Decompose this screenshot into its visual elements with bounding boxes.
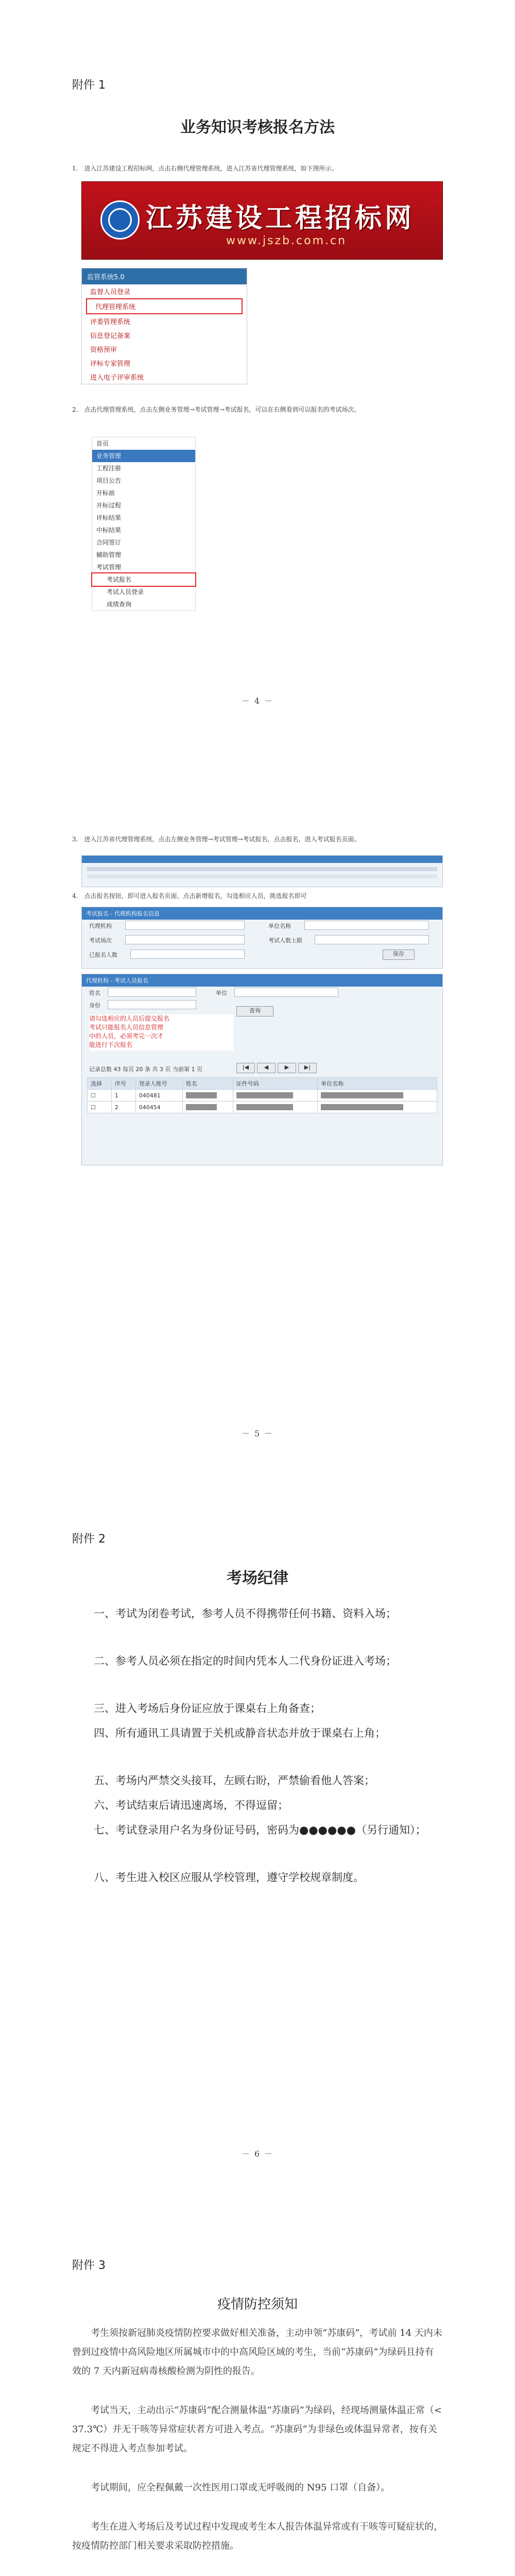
- col-header: 单位名称: [318, 1078, 437, 1090]
- rule-8: 八、考生进入校区应服从学校管理，遵守学校规章制度。: [94, 1871, 364, 1884]
- form-bar: 考试报名 - 代理机构报名信息: [82, 907, 442, 920]
- exam-list-bar: [82, 856, 442, 863]
- banner-title: 江苏建设工程招标网: [146, 203, 415, 234]
- tree-item[interactable]: 项目公告: [96, 477, 122, 484]
- row-index: 2: [111, 1101, 135, 1113]
- col-header: 登录人账号: [135, 1078, 182, 1090]
- note-line: 考试只能报名人员信息管理: [89, 1024, 164, 1031]
- tree-item[interactable]: 评标结果: [96, 514, 122, 521]
- tree-item-exam-signup[interactable]: 考试报名: [92, 573, 195, 586]
- redacted-name: [182, 1090, 233, 1101]
- limit-field[interactable]: [315, 935, 429, 944]
- notice-paragraph-4: 考生在进入考场后及考试过程中发现或考生本人报告体温异常或有干咳等可疑症状的，按疫情防控部门相关要求采取防控措施。: [72, 2521, 443, 2551]
- filter-label: 姓名: [89, 990, 100, 996]
- col-header: 证件号码: [233, 1078, 318, 1090]
- page-title: 疫情防控须知: [217, 2297, 298, 2312]
- page-number: － 6 －: [241, 2149, 274, 2159]
- col-header: 选择: [88, 1078, 112, 1090]
- agency-field[interactable]: [125, 921, 245, 930]
- field-label: 代理机构: [89, 923, 112, 929]
- rule-6: 六、考试结束后请迅速离场，不得逗留；: [94, 1799, 288, 1811]
- page-5: [0, 726, 515, 1448]
- pager: 记录总数 43 每页 20 条 共 3 页 当前第 1 页: [89, 1066, 202, 1073]
- table-header-row: [88, 1078, 437, 1090]
- filter-label: 单位: [216, 990, 227, 996]
- redacted-id: [233, 1101, 318, 1113]
- menu-item[interactable]: 信息登记备案: [90, 332, 131, 340]
- page-4: [0, 0, 515, 726]
- site-banner: [81, 181, 443, 260]
- page-title: 考场纪律: [227, 1569, 288, 1587]
- menu-item[interactable]: 资格预审: [90, 346, 117, 354]
- unit-name-field[interactable]: [304, 921, 429, 930]
- redacted-id: [233, 1090, 318, 1101]
- notice-paragraph-2: 考试当天，主动出示“苏康码”配合测量体温“苏康码”为绿码，经现场测量体温正常（< 37.3℃）并无干咳等异常症状者方可进入考点。“苏康码”为非绿色或体温异常者，按有关规定不得进入考点参加考试。: [72, 2405, 442, 2454]
- notice-paragraph-3: 考试期间，应全程佩戴一次性医用口罩或无呼吸阀的 N95 口罩（自备）。: [91, 2482, 390, 2493]
- row-checkbox[interactable]: ☐: [88, 1101, 112, 1113]
- col-header: 姓名: [182, 1078, 233, 1090]
- redacted-name: [182, 1101, 233, 1113]
- page-7: [0, 2174, 515, 2576]
- menu-item[interactable]: 评标专家管理: [90, 360, 131, 368]
- signup-form-screenshot: [81, 907, 443, 969]
- pager-last-button[interactable]: ▶|: [298, 1063, 317, 1073]
- page-6: [0, 1448, 515, 2174]
- rule-7: 七、考试登录用户名为身份证号码，密码为●●●●●●（另行通知）；: [94, 1824, 426, 1836]
- field-label: 考试场次: [89, 937, 112, 944]
- step-3-text: 3. 进入江苏省代理管理系统，点击左侧业务管理→考试管理→考试报名，点击报名，进入考试报名页面。: [72, 836, 360, 843]
- attachment-label: 附件 1: [72, 79, 106, 92]
- filter-label: 身份: [89, 1002, 100, 1009]
- tree-item[interactable]: 首页: [96, 440, 109, 447]
- tree-item[interactable]: 成绩查询: [107, 601, 132, 608]
- tree-item[interactable]: 开标前: [96, 489, 115, 497]
- redacted-unit: [318, 1090, 437, 1101]
- row-index: 1: [111, 1090, 135, 1101]
- search-button[interactable]: 查询: [236, 1006, 273, 1016]
- nav-tree: [92, 437, 196, 611]
- tree-item[interactable]: 考试人员登录: [107, 588, 144, 596]
- rule-2: 二、参考人员必须在指定的时间内凭本人二代身份证进入考场；: [94, 1655, 397, 1667]
- step-4-text: 4. 点击报名按钮，即可进入报名页面，点击新增报名，勾选相应人员，挑选报名即可: [72, 892, 307, 900]
- tree-item-business[interactable]: 业务管理: [92, 450, 195, 462]
- rule-4: 四、所有通讯工具请置于关机或静音状态并放于课桌右上角；: [94, 1727, 386, 1739]
- session-field[interactable]: [125, 935, 245, 944]
- note-line: 中的人员，必须考完一次才: [89, 1032, 164, 1040]
- menu-item[interactable]: 监督人员登录: [90, 289, 131, 296]
- tree-item[interactable]: 开标过程: [96, 502, 122, 509]
- attachment-label: 附件 3: [72, 2259, 106, 2272]
- row-account: 040454: [135, 1101, 182, 1113]
- col-header: 序号: [111, 1078, 135, 1090]
- unit-filter-field[interactable]: [234, 988, 338, 997]
- menu-item-agency-system[interactable]: 代理管理系统: [86, 298, 243, 314]
- page-title: 业务知识考核报名方法: [180, 118, 335, 137]
- id-filter-field[interactable]: [108, 1000, 196, 1009]
- banner-url: www.jszb.com.cn: [226, 234, 347, 247]
- attachment-label: 附件 2: [72, 1533, 106, 1546]
- tree-item[interactable]: 辅助管理: [96, 551, 122, 558]
- rule-3: 三、进入考场后身份证应放于课桌右上角备查；: [94, 1702, 321, 1715]
- rule-5: 五、考场内严禁交头接耳，左顾右盼，严禁偷看他人答案；: [94, 1774, 375, 1787]
- enrolled-field[interactable]: [130, 950, 245, 959]
- redacted-unit: [318, 1101, 437, 1113]
- field-label: 单位名称: [268, 923, 291, 929]
- pager-first-button[interactable]: |◀: [236, 1063, 255, 1073]
- system-menu: [81, 268, 247, 384]
- note-line: 能进行下次报名: [89, 1041, 133, 1048]
- tree-item[interactable]: 中标结果: [96, 527, 122, 534]
- tree-item[interactable]: 工程注册: [96, 465, 122, 472]
- pager-next-button[interactable]: ▶: [278, 1063, 296, 1073]
- menu-header: 监管系统5.0: [82, 268, 247, 284]
- save-button[interactable]: 保存: [383, 950, 415, 960]
- pager-prev-button[interactable]: ◀: [257, 1063, 276, 1073]
- row-checkbox[interactable]: ☐: [88, 1090, 112, 1101]
- tree-item[interactable]: 合同签订: [96, 539, 122, 546]
- step-1-text: 1. 进入江苏建设工程招标网，点击右侧代理管理系统，进入江苏省代理管理系统，如下图所示。: [72, 165, 338, 172]
- field-label: 已报名人数: [89, 952, 117, 958]
- name-filter-field[interactable]: [108, 988, 196, 997]
- notice-paragraph-1: 考生须按新冠肺炎疫情防控要求做好相关准备，主动申领“苏康码”，考试前 14 天内未曾到过疫情中高风险地区所属城市中的中高风险区域的考生，当前“苏康码”为绿码且持有效的 7 天内新冠病毒核酸检测为阴性的报告。: [72, 2328, 442, 2377]
- list-bar: 代理机构 - 考试人员报名: [82, 974, 442, 987]
- person-list-screenshot: [81, 974, 443, 1165]
- page-number: － 4 －: [241, 696, 274, 706]
- menu-item[interactable]: 进入电子评审系统: [90, 374, 144, 382]
- tree-item-exam[interactable]: 考试管理: [96, 564, 122, 571]
- row-account: 040481: [135, 1090, 182, 1101]
- exam-list-screenshot: [81, 855, 443, 887]
- table-row[interactable]: [88, 1090, 437, 1101]
- person-table: [87, 1077, 437, 1113]
- globe-logo-icon: [100, 200, 140, 240]
- table-row[interactable]: [88, 1101, 437, 1113]
- rule-1: 一、考试为闭卷考试，参考人员不得携带任何书籍、资料入场；: [94, 1607, 397, 1620]
- note-line: 请勾选相应的人员后提交报名: [89, 1015, 170, 1022]
- step-2-text: 2. 点击代理管理系统，点击左侧业务管理→考试管理→考试报名，可以在右侧看到可以报名的考试场次。: [72, 406, 360, 413]
- menu-item[interactable]: 评委管理系统: [90, 318, 131, 326]
- page-number: － 5 －: [241, 1429, 274, 1438]
- field-label: 考试人数上限: [268, 937, 302, 944]
